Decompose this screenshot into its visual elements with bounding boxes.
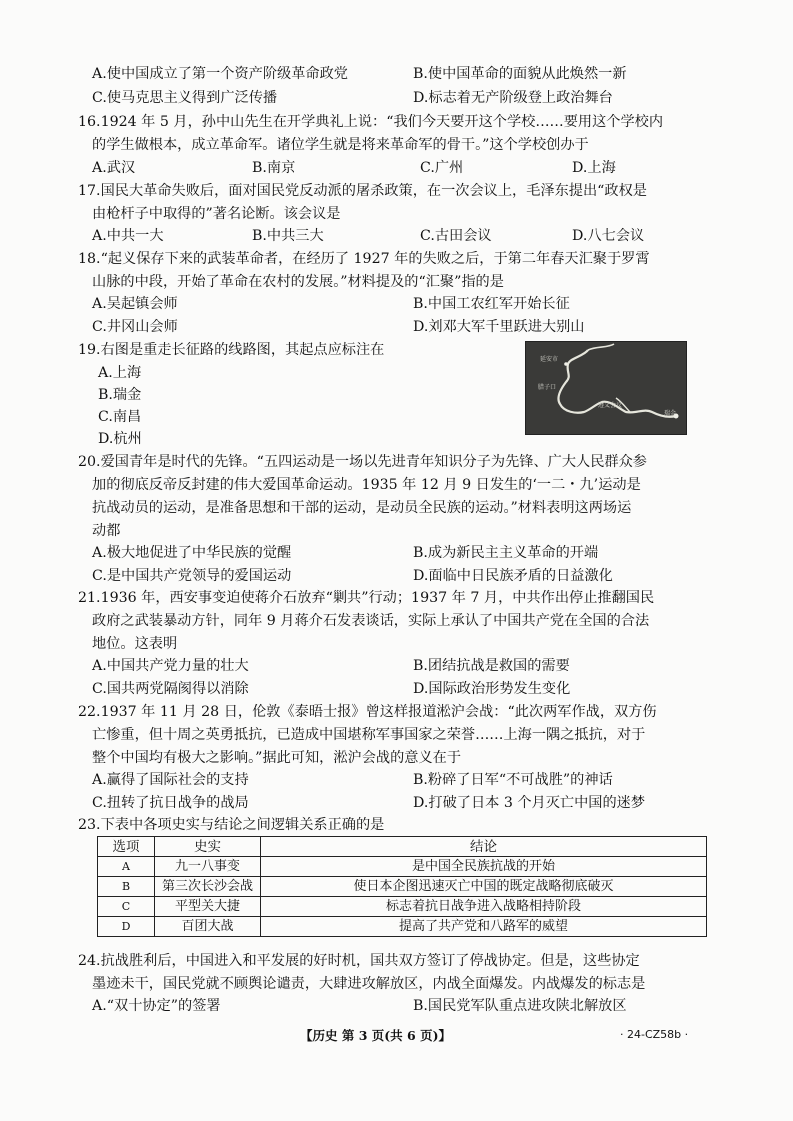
q18-stem-line2: 山脉的中段，开始了革命在农村的发展。”材料提及的“汇聚”指的是 (92, 274, 504, 290)
map-label-yanan: 延安市 (540, 356, 559, 363)
table-cell-fact: 第三次长沙会战 (155, 877, 261, 897)
q21-option-b: B.团结抗战是救国的需要 (413, 658, 570, 674)
table-row (98, 897, 707, 917)
table-cell-conclusion: 是中国全民族抗战的开始 (261, 857, 707, 877)
q24-option-b: B.国民党军队重点进攻陕北解放区 (413, 998, 627, 1014)
q17-stem-line2: 由枪杆子中取得的”著名论断。该会议是 (92, 206, 341, 222)
table-header-option: 选项 (98, 837, 155, 857)
q24-stem-line2: 墨迹未干，国民党就不顾舆论谴责，大肆进攻解放区，内战全面爆发。内战爆发的标志是 (92, 976, 646, 992)
exam-code: · 24-CZ58b · (620, 1028, 689, 1041)
table-cell-conclusion: 提高了共产党和八路军的威望 (261, 917, 707, 937)
table-header-row (98, 837, 707, 857)
q22-option-b: B.粉碎了日军“不可战胜”的神话 (413, 772, 613, 788)
q20-stem-line1: 20.爱国青年是时代的先锋。“五四运动是一场以先进青年知识分子为先锋、广大人民群众参 (78, 454, 647, 470)
q16-option-b: B.南京 (252, 160, 296, 176)
q16-stem-line1: 16.1924 年 5 月，孙中山先生在开学典礼上说：“我们今天要开这个学校……要用这个学校内 (78, 114, 664, 130)
q18-option-d: D.刘邓大军千里跃进大别山 (413, 319, 585, 335)
table-cell-option: C (98, 897, 155, 917)
q22-option-d: D.打破了日本 3 个月灭亡中国的迷梦 (413, 795, 646, 811)
table-header-conclusion: 结论 (261, 837, 707, 857)
q20-stem-line2: 加的彻底反帝反封建的伟大爱国革命运动。1935 年 12 月 9 日发生的‘一二・九’运动是 (92, 477, 641, 493)
q22-stem-line2: 亡惨重，但十周之英勇抵抗，已造成中国堪称军事国家之荣誉……上海一隅之抵抗，对于 (92, 727, 646, 743)
q20-option-d: D.面临中日民族矛盾的日益激化 (413, 568, 613, 584)
q17-option-a: A.中共一大 (92, 228, 164, 244)
q20-stem-line3: 抗战动员的运动，是准备思想和干部的运动，是动员全民族的运动。”材料表明这两场运 (92, 500, 632, 516)
q21-stem-line2: 政府之武装暴动方针，同年 9 月蒋介石发表谈话，实际上承认了中国共产党在全国的合法 (92, 613, 650, 629)
q24-option-a: A.“双十协定”的签署 (92, 998, 221, 1014)
q16-option-c: C.广州 (420, 160, 464, 176)
q15-option-d: D.标志着无产阶级登上政治舞台 (413, 90, 613, 106)
q17-stem-line1: 17.国民大革命失败后，面对国民党反动派的屠杀政策，在一次会议上，毛泽东提出“政权是 (78, 183, 647, 199)
table-header-fact: 史实 (155, 837, 261, 857)
q21-option-c: C.国共两党隔阂得以消除 (92, 681, 249, 697)
q17-option-c: C.古田会议 (420, 228, 492, 244)
table-row (98, 877, 707, 897)
table-cell-conclusion: 标志着抗日战争进入战略相持阶段 (261, 897, 707, 917)
q20-option-b: B.成为新民主主义革命的开端 (413, 545, 599, 561)
q18-option-c: C.井冈山会师 (92, 319, 178, 335)
q20-stem-line4: 动都 (92, 523, 121, 539)
q15-option-c: C.使马克思主义得到广泛传播 (92, 90, 278, 106)
q21-stem-line1: 21.1936 年，西安事变迫使蒋介石放弃“剿共”行动；1937 年 7 月，中共作出停止推翻国民 (78, 590, 655, 606)
q18-option-b: B.中国工农红军开始长征 (413, 296, 570, 312)
table-cell-conclusion: 使日本企图迅速灭亡中国的既定战略彻底破灭 (261, 877, 707, 897)
q17-option-d: D.八七会议 (572, 228, 645, 244)
q20-option-c: C.是中国共产党领导的爱国运动 (92, 568, 292, 584)
table-row (98, 857, 707, 877)
q22-stem-line1: 22.1937 年 11 月 28 日，伦敦《泰晤士报》曾这样报道淞沪会战：“此次两军作战，双方伤 (78, 704, 657, 720)
table-cell-fact: 平型关大捷 (155, 897, 261, 917)
q22-option-a: A.赢得了国际社会的支持 (92, 772, 249, 788)
q15-option-a: A.使中国成立了第一个资产阶级革命政党 (92, 66, 348, 82)
q16-option-d: D.上海 (572, 160, 616, 176)
map-label-ruijin: 瑞金 (664, 410, 677, 417)
q21-stem-line3: 地位。这表明 (92, 636, 178, 652)
q22-stem-line3: 整个中国均有极大之影响。”据此可知，淞沪会战的意义在于 (92, 750, 462, 766)
q18-stem-line1: 18.“起义保存下来的武装革命者，在经历了 1927 年的失败之后，于第二年春天汇聚于罗霄 (78, 251, 650, 267)
q23-stem: 23.下表中各项史实与结论之间逻辑关系正确的是 (78, 817, 385, 833)
q20-option-a: A.极大地促进了中华民族的觉醒 (92, 545, 292, 561)
q17-option-b: B.中共三大 (252, 228, 324, 244)
table-cell-fact: 百团大战 (155, 917, 261, 937)
q23-table (97, 836, 707, 937)
q15-option-b: B.使中国革命的面貌从此焕然一新 (413, 66, 627, 82)
table-cell-option: A (98, 857, 155, 877)
q24-stem-line1: 24.抗战胜利后，中国进入和平发展的好时机，国共双方签订了停战协定。但是，这些协定 (78, 953, 640, 969)
q16-stem-line2: 的学生做根本，成立革命军。诸位学生就是将来革命军的骨干。”这个学校创办于 (92, 137, 589, 153)
map-label-zunyi: 遵义会议 (598, 402, 623, 409)
q19-stem: 19.右图是重走长征路的线路图，其起点应标注在 (78, 342, 385, 358)
table-cell-fact: 九一八事变 (155, 857, 261, 877)
table-row (98, 917, 707, 937)
page-number: 【历史 第 3 页(共 6 页)】 (300, 1028, 451, 1043)
q21-option-d: D.国际政治形势发生变化 (413, 681, 571, 697)
q19-option-a: A.上海 (98, 365, 142, 381)
q19-option-d: D.杭州 (98, 431, 142, 447)
q22-option-c: C.扭转了抗日战争的战局 (92, 795, 249, 811)
q19-option-b: B.瑞金 (98, 387, 142, 403)
q16-option-a: A.武汉 (92, 160, 136, 176)
long-march-route-map (525, 341, 687, 435)
table-cell-option: D (98, 917, 155, 937)
q18-option-a: A.吴起镇会师 (92, 296, 178, 312)
q19-option-c: C.南昌 (98, 409, 142, 425)
table-cell-option: B (98, 877, 155, 897)
q21-option-a: A.中国共产党力量的壮大 (92, 658, 249, 674)
map-label-lazikou: 腊子口 (538, 384, 557, 391)
